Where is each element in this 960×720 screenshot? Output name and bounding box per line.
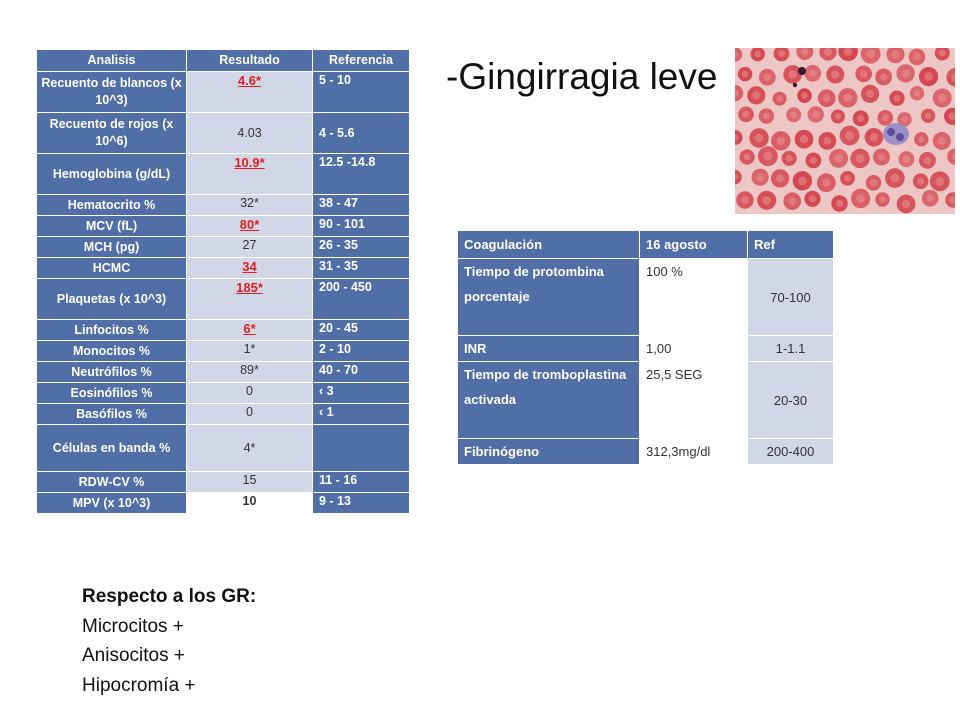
table-row <box>458 362 834 439</box>
table-row <box>37 195 410 216</box>
cell-pallor <box>764 74 772 82</box>
cell-pallor <box>801 48 809 55</box>
cell-pallor <box>788 197 796 205</box>
analysis-name: HCMC <box>37 258 187 279</box>
cell-pallor <box>925 113 931 119</box>
analysis-reference: 2 - 10 <box>313 341 410 362</box>
cell-pallor <box>914 90 921 97</box>
test-value: 25,5 SEG <box>640 362 748 439</box>
analysis-reference: 90 - 101 <box>313 216 410 237</box>
table-row <box>458 259 834 336</box>
cell-pallor <box>880 73 888 81</box>
analysis-reference: 38 - 47 <box>313 195 410 216</box>
notes-item: Microcitos + <box>82 615 184 637</box>
header-ref: Ref <box>748 231 834 259</box>
cell-pallor <box>788 70 796 78</box>
cell-pallor <box>918 136 924 142</box>
cell-pallor <box>762 196 771 205</box>
cell-pallor <box>754 51 761 58</box>
analysis-name: Basófilos % <box>37 404 187 425</box>
table-row <box>37 362 410 383</box>
analysis-reference: 40 - 70 <box>313 362 410 383</box>
test-reference: 1-1.1 <box>748 336 834 362</box>
cell-pallor <box>809 195 816 202</box>
analysis-reference: 4 - 5.6 <box>313 113 410 154</box>
cell-pallor <box>801 92 808 99</box>
analysis-result: 32* <box>187 195 313 216</box>
table-row <box>37 154 410 195</box>
header-referencia: Referencia <box>313 50 410 72</box>
analysis-result: 10.9* <box>187 154 313 195</box>
test-reference: 200-400 <box>748 439 834 465</box>
analysis-name: Monocitos % <box>37 341 187 362</box>
table-row <box>37 341 410 362</box>
cell-pallor <box>870 179 877 186</box>
test-reference: 70-100 <box>748 259 834 336</box>
analysis-reference: 26 - 35 <box>313 237 410 258</box>
analysis-name: Hematocrito % <box>37 195 187 216</box>
table-row <box>37 404 410 425</box>
cell-pallor <box>776 174 784 182</box>
cell-pallor <box>939 50 946 57</box>
cell-pallor <box>800 135 808 143</box>
header-analisis: Analisis <box>37 50 187 72</box>
analysis-result: 0 <box>187 404 313 425</box>
cell-pallor <box>836 200 844 208</box>
analysis-result: 15 <box>187 472 313 493</box>
analysis-reference: 5 - 10 <box>313 72 410 113</box>
hemogram-header-row <box>37 50 410 72</box>
test-value: 1,00 <box>640 336 748 362</box>
blood-smear-image <box>735 48 955 214</box>
cell-pallor <box>866 90 874 98</box>
cell-pallor <box>843 93 852 102</box>
cell-pallor <box>856 194 865 203</box>
cell-pallor <box>866 49 875 58</box>
cell-pallor <box>902 200 910 208</box>
test-name: Tiempo de protombina porcentaje <box>458 259 640 336</box>
cell-pallor <box>879 196 885 202</box>
cell-pallor <box>755 134 764 143</box>
cell-pallor <box>786 155 793 162</box>
table-row <box>37 320 410 341</box>
test-value: 312,3mg/dl <box>640 439 748 465</box>
cell-pallor <box>917 178 924 185</box>
analysis-name: Plaquetas (x 10^3) <box>37 279 187 320</box>
table-row <box>37 216 410 237</box>
cell-pallor <box>844 175 851 182</box>
analysis-result: 1* <box>187 341 313 362</box>
notes-item: Hipocromía + <box>82 674 196 696</box>
table-row <box>37 72 410 113</box>
cell-pallor <box>744 154 751 161</box>
rbc-notes <box>82 582 256 700</box>
cell-pallor <box>756 173 764 181</box>
cell-pallor <box>913 53 921 61</box>
analysis-result: 4.03 <box>187 113 313 154</box>
coagulation-header-row <box>458 231 834 259</box>
cell-pallor <box>845 131 854 140</box>
analysis-reference: 12.5 -14.8 <box>313 154 410 195</box>
cell-pallor <box>824 48 832 56</box>
analysis-reference: ‹ 1 <box>313 404 410 425</box>
cell-pallor <box>857 115 864 122</box>
coagulation-table <box>457 230 834 465</box>
analysis-reference: 31 - 35 <box>313 258 410 279</box>
cell-pallor <box>812 111 819 118</box>
analysis-name: MCH (pg) <box>37 237 187 258</box>
table-row <box>37 493 410 514</box>
analysis-result: 4.6* <box>187 72 313 113</box>
cell-pallor <box>823 94 831 102</box>
analysis-result: 10 <box>187 493 313 514</box>
analysis-name: RDW-CV % <box>37 472 187 493</box>
table-row <box>37 472 410 493</box>
test-name: Tiempo de tromboplastina activada <box>458 362 640 439</box>
analysis-reference: ‹ 3 <box>313 383 410 404</box>
table-row <box>37 279 410 320</box>
cell-pallor <box>870 133 878 141</box>
analysis-reference: 20 - 45 <box>313 320 410 341</box>
header-coagulacion: Coagulación <box>458 231 640 259</box>
cell-pallor <box>831 70 839 78</box>
cell-pallor <box>882 114 889 121</box>
cell-pallor <box>835 113 841 119</box>
table-row <box>37 258 410 279</box>
analysis-result: 185* <box>187 279 313 320</box>
table-row <box>37 425 410 472</box>
analysis-reference <box>313 425 410 472</box>
cell-pallor <box>935 177 944 186</box>
cell-pallor <box>834 154 843 163</box>
test-reference: 20-30 <box>748 362 834 439</box>
analysis-name: Linfocitos % <box>37 320 187 341</box>
cell-pallor <box>926 195 934 203</box>
notes-item: Anisocitos + <box>82 645 185 666</box>
analysis-result: 89* <box>187 362 313 383</box>
cell-pallor <box>776 96 782 102</box>
hemogram-table <box>36 49 410 514</box>
cell-pallor <box>878 153 886 161</box>
cell-pallor <box>790 111 797 118</box>
cell-pallor <box>924 157 932 165</box>
cell-pallor <box>764 152 773 161</box>
cell-pallor <box>743 111 750 118</box>
test-value: 100 % <box>640 259 748 336</box>
cell-pallor <box>810 157 817 164</box>
table-row <box>37 113 410 154</box>
analysis-reference: 200 - 450 <box>313 279 410 320</box>
analysis-result: 0 <box>187 383 313 404</box>
cell-pallor <box>860 70 867 77</box>
cell-pallor <box>901 69 909 77</box>
cell-pallor <box>891 50 899 58</box>
analysis-name: Recuento de blancos (x 10^3) <box>37 72 187 113</box>
analysis-result: 80* <box>187 216 313 237</box>
cell-pallor <box>798 177 807 186</box>
table-row <box>458 336 834 362</box>
cell-pallor <box>938 94 947 103</box>
analysis-name: MCV (fL) <box>37 216 187 237</box>
test-name: Fibrinógeno <box>458 439 640 465</box>
table-row <box>37 383 410 404</box>
analysis-name: Recuento de rojos (x 10^6) <box>37 113 187 154</box>
cell-pallor <box>822 179 830 187</box>
analysis-result: 27 <box>187 237 313 258</box>
cell-pallor <box>823 137 831 145</box>
analysis-name: MPV (x 10^3) <box>37 493 187 514</box>
cell-pallor <box>901 116 908 123</box>
cell-pallor <box>924 72 933 81</box>
analysis-result: 6* <box>187 320 313 341</box>
analysis-reference: 11 - 16 <box>313 472 410 493</box>
header-date: 16 agosto <box>640 231 748 259</box>
analysis-name: Células en banda % <box>37 425 187 472</box>
cell-pallor <box>809 70 817 78</box>
analysis-name: Neutrófilos % <box>37 362 187 383</box>
cell-pallor <box>742 71 749 78</box>
cell-pallor <box>894 95 901 102</box>
notes-heading: Respecto a los GR: <box>82 586 257 607</box>
cell-pallor <box>891 174 900 183</box>
cell-pallor <box>741 196 749 204</box>
cell-pallor <box>778 50 785 57</box>
analysis-reference: 9 - 13 <box>313 493 410 514</box>
slide-title: -Gingirragia leve <box>446 56 718 97</box>
table-row <box>37 237 410 258</box>
header-resultado: Resultado <box>187 50 313 72</box>
analysis-result: 34 <box>187 258 313 279</box>
cell-pallor <box>856 154 865 163</box>
analysis-result: 4* <box>187 425 313 472</box>
cell-pallor <box>752 91 760 99</box>
cell-pallor <box>903 156 910 163</box>
cell-pallor <box>777 137 786 146</box>
cell-pallor <box>938 137 946 145</box>
analysis-name: Eosinófilos % <box>37 383 187 404</box>
test-name: INR <box>458 336 640 362</box>
cell-pallor <box>763 113 770 120</box>
analysis-name: Hemoglobina (g/dL) <box>37 154 187 195</box>
table-row <box>458 439 834 465</box>
